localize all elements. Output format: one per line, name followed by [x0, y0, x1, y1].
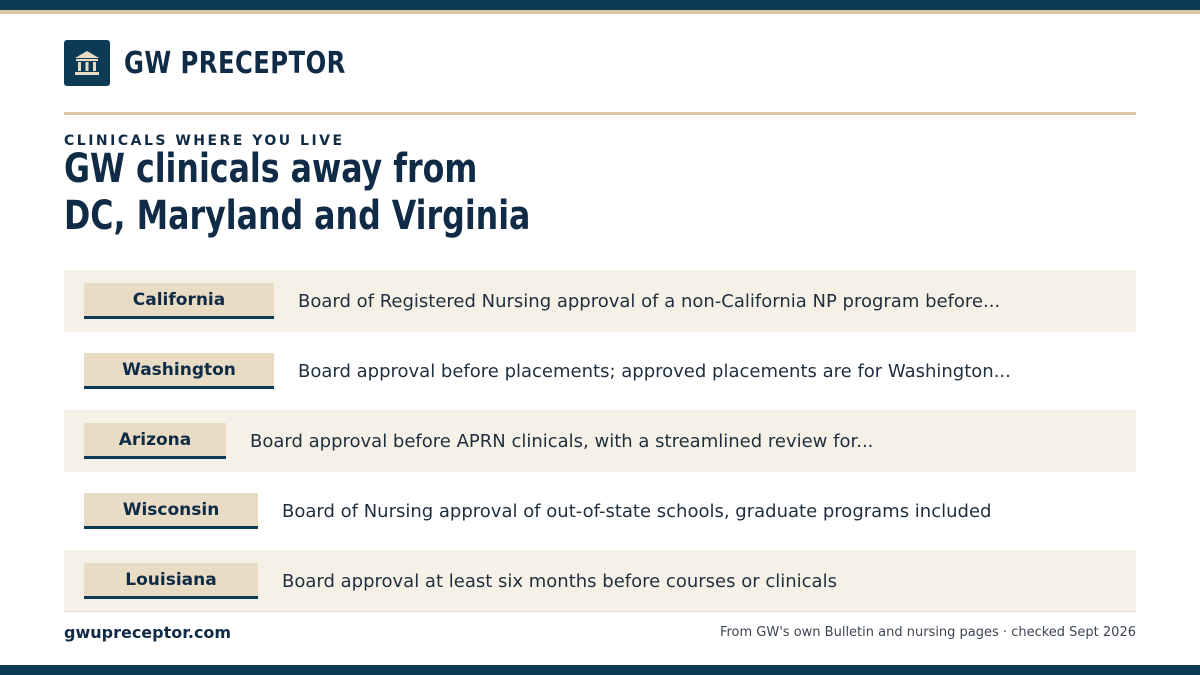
top-band	[0, 0, 1200, 10]
list-item	[64, 270, 1136, 332]
logo	[64, 40, 110, 86]
list-item	[64, 550, 1136, 612]
eyebrow-label: CLINICALS WHERE YOU LIVE	[64, 133, 345, 149]
state-requirement: Board approval before placements; approved placements are for Washington...	[298, 360, 1011, 382]
list-item	[64, 410, 1136, 472]
header-divider	[64, 112, 1136, 115]
source-note: From GW's own Bulletin and nursing pages · checked Sept 2026	[719, 625, 1136, 640]
page-title	[64, 146, 530, 240]
header	[64, 40, 370, 86]
brand-name: GW PRECEPTOR	[124, 45, 346, 81]
state-tag: Washington	[84, 353, 274, 389]
list-item	[64, 340, 1136, 402]
state-list	[64, 270, 1136, 620]
list-item	[64, 480, 1136, 542]
site-url: gwupreceptor.com	[64, 623, 232, 642]
footer-divider	[64, 611, 1136, 612]
state-requirement: Board of Registered Nursing approval of a non-California NP program before...	[298, 290, 1001, 312]
state-tag: California	[84, 283, 274, 319]
state-tag: Louisiana	[84, 563, 258, 599]
state-tag: Arizona	[84, 423, 226, 459]
bottom-band	[0, 665, 1200, 675]
state-requirement: Board of Nursing approval of out-of-state schools, graduate programs included	[282, 500, 992, 522]
title-line-1: GW clinicals away from	[64, 146, 478, 192]
state-tag: Wisconsin	[84, 493, 258, 529]
top-accent-rule	[0, 10, 1200, 14]
building-columns-icon	[72, 48, 102, 78]
state-requirement: Board approval before APRN clinicals, with a streamlined review for...	[250, 430, 874, 452]
state-requirement: Board approval at least six months before courses or clinicals	[282, 570, 837, 592]
title-line-2: DC, Maryland and Virginia	[64, 193, 531, 239]
